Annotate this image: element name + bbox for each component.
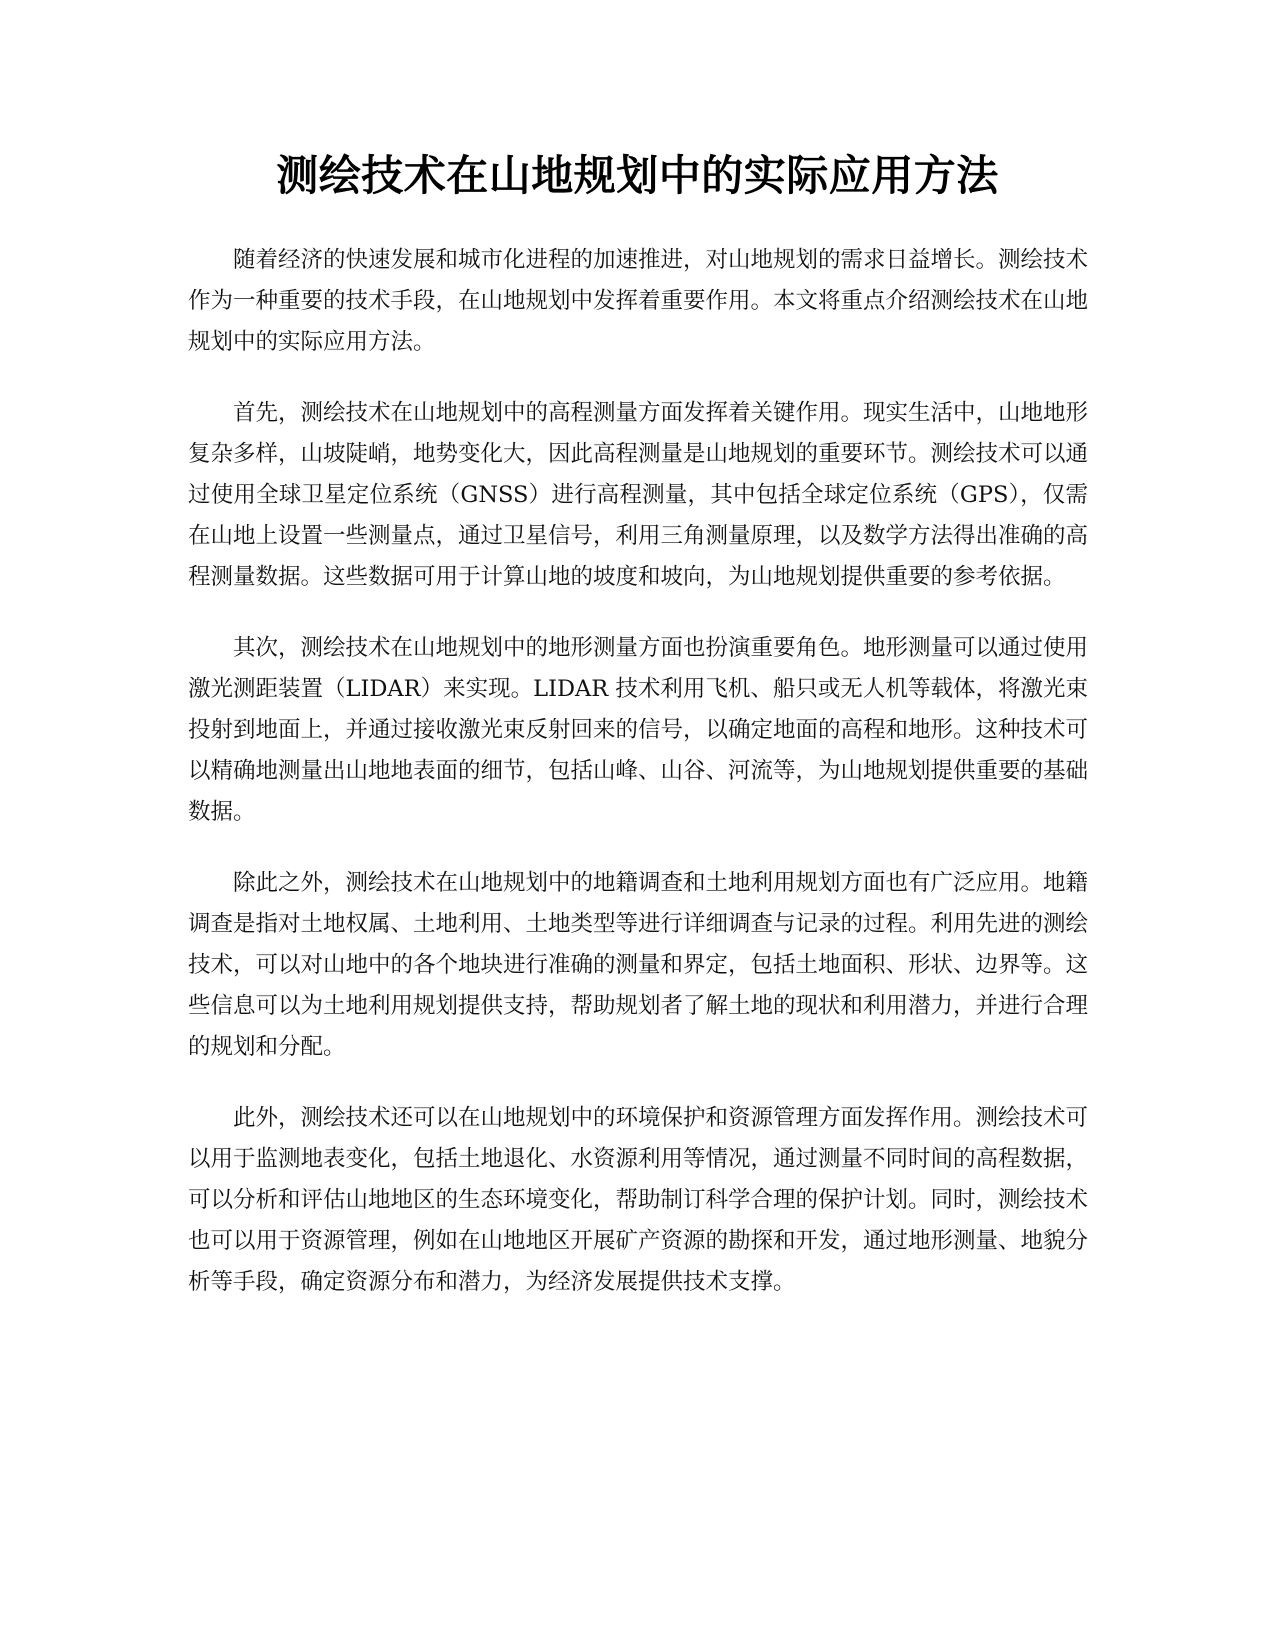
paragraph-terrain-survey: 其次，测绘技术在山地规划中的地形测量方面也扮演重要角色。地形测量可以通过使用激光测距装置（LIDAR）来实现。LIDAR 技术利用飞机、船只或无人机等载体，将激光束投射到地面上，并通过接收激光束反射回来的信号，以确定地面的高程和地形。这种技术可以精确地测量出山地地表面的细节，包括山峰、山谷、河流等，为山地规划提供重要的基础数据。 <box>188 635 1089 825</box>
paragraph-cadastral-survey: 除此之外，测绘技术在山地规划中的地籍调查和土地利用规划方面也有广泛应用。地籍调查是指对土地权属、土地利用、土地类型等进行详细调查与记录的过程。利用先进的测绘技术，可以对山地中的各个地块进行准确的测量和界定，包括土地面积、形状、边界等。这些信息可以为土地利用规划提供支持，帮助规划者了解土地的现状和利用潜力，并进行合理的规划和分配。 <box>188 870 1089 1060</box>
paragraph-environment-resources: 此外，测绘技术还可以在山地规划中的环境保护和资源管理方面发挥作用。测绘技术可以用于监测地表变化，包括土地退化、水资源利用等情况，通过测量不同时间的高程数据，可以分析和评估山地地区的生态环境变化，帮助制订科学合理的保护计划。同时，测绘技术也可以用于资源管理，例如在山地地区开展矿产资源的勘探和开发，通过地形测量、地貌分析等手段，确定资源分布和潜力，为经济发展提供技术支撑。 <box>188 1105 1089 1295</box>
paragraph-intro: 随着经济的快速发展和城市化进程的加速推进，对山地规划的需求日益增长。测绘技术作为一种重要的技术手段，在山地规划中发挥着重要作用。本文将重点介绍测绘技术在山地规划中的实际应用方法。 <box>188 247 1089 355</box>
paragraph-elevation-survey: 首先，测绘技术在山地规划中的高程测量方面发挥着关键作用。现实生活中，山地地形复杂多样，山坡陡峭，地势变化大，因此高程测量是山地规划的重要环节。测绘技术可以通过使用全球卫星定位系统（GNSS）进行高程测量，其中包括全球定位系统（GPS），仅需在山地上设置一些测量点，通过卫星信号，利用三角测量原理，以及数学方法得出准确的高程测量数据。这些数据可用于计算山地的坡度和坡向，为山地规划提供重要的参考依据。 <box>188 400 1089 590</box>
document-title: 测绘技术在山地规划中的实际应用方法 <box>276 151 999 200</box>
document-body <box>188 240 1088 1333</box>
